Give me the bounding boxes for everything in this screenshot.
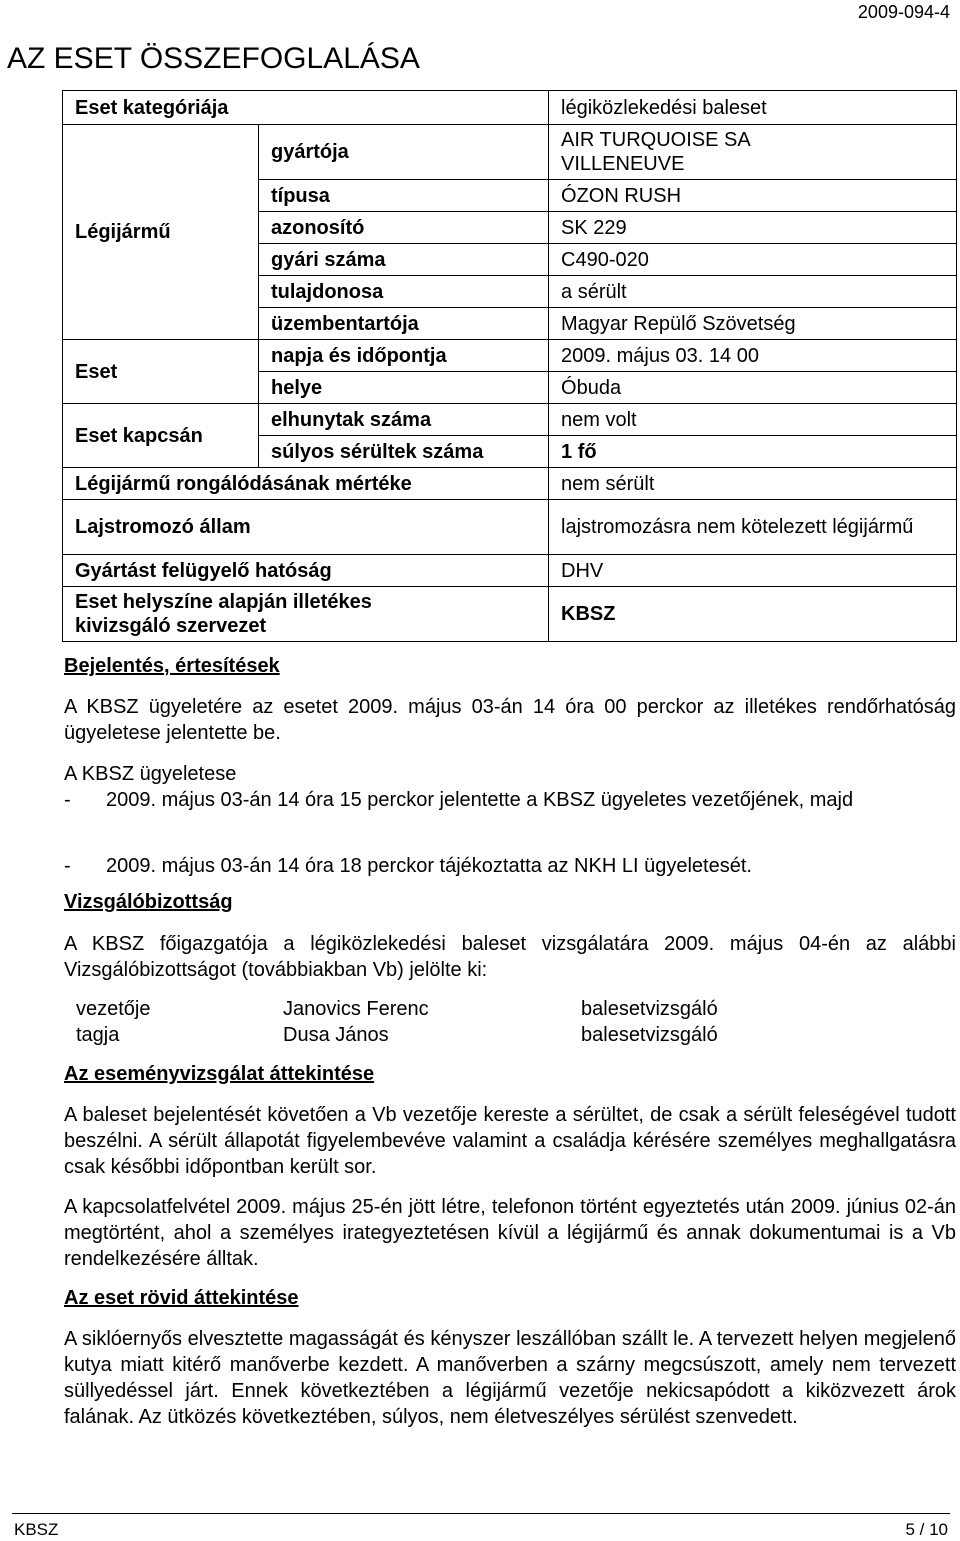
overview-paragraph-1: A baleset bejelentését követően a Vb vezetője kereste a sérültet, de csak a sérült feleségével tudott beszélni. A sérült állapotát figyelembevéve valamint a családja kérésére személyes meghallgatásra csak későbbi időpontban került sor. — [64, 1104, 956, 1178]
list-bullet: - — [64, 855, 71, 877]
related-label: Eset kapcsán — [63, 404, 259, 468]
manufacturer-label: gyártója — [259, 125, 549, 180]
footer-org: KBSZ — [14, 1520, 59, 1539]
list-item: 2009. május 03-án 14 óra 18 perckor tájékoztatta az NKH LI ügyeletesét. — [106, 855, 752, 877]
member-name: Dusa János — [283, 1024, 389, 1046]
manufacturer-value: AIR TURQUOISE SA VILLENEUVE — [549, 125, 957, 180]
notifications-heading: Bejelentés, értesítések — [64, 655, 280, 677]
location-label: helye — [259, 372, 549, 404]
date-label: napja és időpontja — [259, 340, 549, 372]
serial-value: C490-020 — [549, 244, 957, 276]
table-row — [63, 125, 957, 180]
registry-label: Lajstromozó állam — [63, 500, 549, 555]
member-row — [0, 996, 960, 1022]
fatalities-value: nem volt — [549, 404, 957, 436]
brief-paragraph: A siklóernyős elvesztette magasságát és kényszer leszállóban szállt le. A tervezett helyen megjelenő kutya miatt kitérő manőverbe kezdett. A manőverben a szárny megcsúszott, amely nem tervezett süllyedéssel járt. Ennek következtében a légijármű vezetője nekicsapódott a kiközvezett árok falának. Az ütközés következtében, súlyos, nem életveszélyes sérülést szenvedett. — [64, 1328, 956, 1428]
overview-paragraph-2: A kapcsolatfelvétel 2009. május 25-én jött létre, telefonon történt egyeztetés után 2009. június 02-án megtörtént, ahol a személyes irategyeztetésen kívül a légijármű és annak dokumentumai is a Vb rendelkezésére álltak. — [64, 1196, 956, 1270]
type-value: ÓZON RUSH — [549, 180, 957, 212]
identifier-value: SK 229 — [549, 212, 957, 244]
injuries-label: súlyos sérültek száma — [259, 436, 549, 468]
table-row — [63, 340, 957, 372]
event-label: Eset — [63, 340, 259, 404]
damage-label: Légijármű rongálódásának mértéke — [63, 468, 549, 500]
registry-value: lajstromozásra nem kötelezett légijármű — [549, 500, 957, 555]
brief-heading: Az eset rövid áttekintése — [64, 1287, 299, 1309]
table-row — [63, 468, 957, 500]
table-row — [63, 404, 957, 436]
injuries-value: 1 fő — [549, 436, 957, 468]
table-row — [63, 587, 957, 642]
date-value: 2009. május 03. 14 00 — [549, 340, 957, 372]
notifications-paragraph: A KBSZ ügyeletére az esetet 2009. május 03-án 14 óra 00 perckor az illetékes rendőrhatóság ügyeletese jelentette be. — [64, 696, 956, 744]
location-value: Óbuda — [549, 372, 957, 404]
document-id: 2009-094-4 — [857, 2, 950, 22]
list-item: 2009. május 03-án 14 óra 15 perckor jelentette a KBSZ ügyeletes vezetőjének, majd — [106, 789, 854, 811]
page-title: AZ ESET ÖSSZEFOGLALÁSA — [7, 42, 420, 75]
owner-value: a sérült — [549, 276, 957, 308]
identifier-label: azonosító — [259, 212, 549, 244]
table-row — [63, 91, 957, 125]
committee-paragraph: A KBSZ főigazgatója a légiközlekedési baleset vizsgálatára 2009. május 04-én az alábbi Vizsgálóbizottságot (továbbiakban Vb) jelölte ki: — [64, 933, 956, 981]
damage-value: nem sérült — [549, 468, 957, 500]
serial-label: gyári száma — [259, 244, 549, 276]
type-label: típusa — [259, 180, 549, 212]
member-title: balesetvizsgáló — [581, 998, 718, 1020]
fatalities-label: elhunytak száma — [259, 404, 549, 436]
table-row — [63, 500, 957, 555]
list-bullet: - — [64, 789, 71, 811]
committee-heading: Vizsgálóbizottság — [64, 891, 233, 913]
aircraft-label: Légijármű — [63, 125, 259, 340]
table-row — [63, 555, 957, 587]
duty-intro: A KBSZ ügyeletese — [64, 763, 237, 785]
category-label: Eset kategóriája — [63, 91, 549, 125]
member-role: tagja — [76, 1024, 120, 1046]
operator-label: üzembentartója — [259, 308, 549, 340]
footer-divider — [12, 1513, 950, 1514]
member-row — [0, 1022, 960, 1048]
member-name: Janovics Ferenc — [283, 998, 429, 1020]
member-title: balesetvizsgáló — [581, 1024, 718, 1046]
authority-label: Gyártást felügyelő hatóság — [63, 555, 549, 587]
operator-value: Magyar Repülő Szövetség — [549, 308, 957, 340]
overview-heading: Az eseményvizsgálat áttekintése — [64, 1063, 375, 1085]
member-role: vezetője — [76, 998, 151, 1020]
investigator-value: KBSZ — [549, 587, 957, 642]
page-number: 5 / 10 — [905, 1520, 948, 1539]
authority-value: DHV — [549, 555, 957, 587]
summary-table — [62, 90, 957, 642]
investigator-label: Eset helyszíne alapján illetékes kivizsgáló szervezet — [63, 587, 549, 642]
owner-label: tulajdonosa — [259, 276, 549, 308]
category-value: légiközlekedési baleset — [549, 91, 957, 125]
